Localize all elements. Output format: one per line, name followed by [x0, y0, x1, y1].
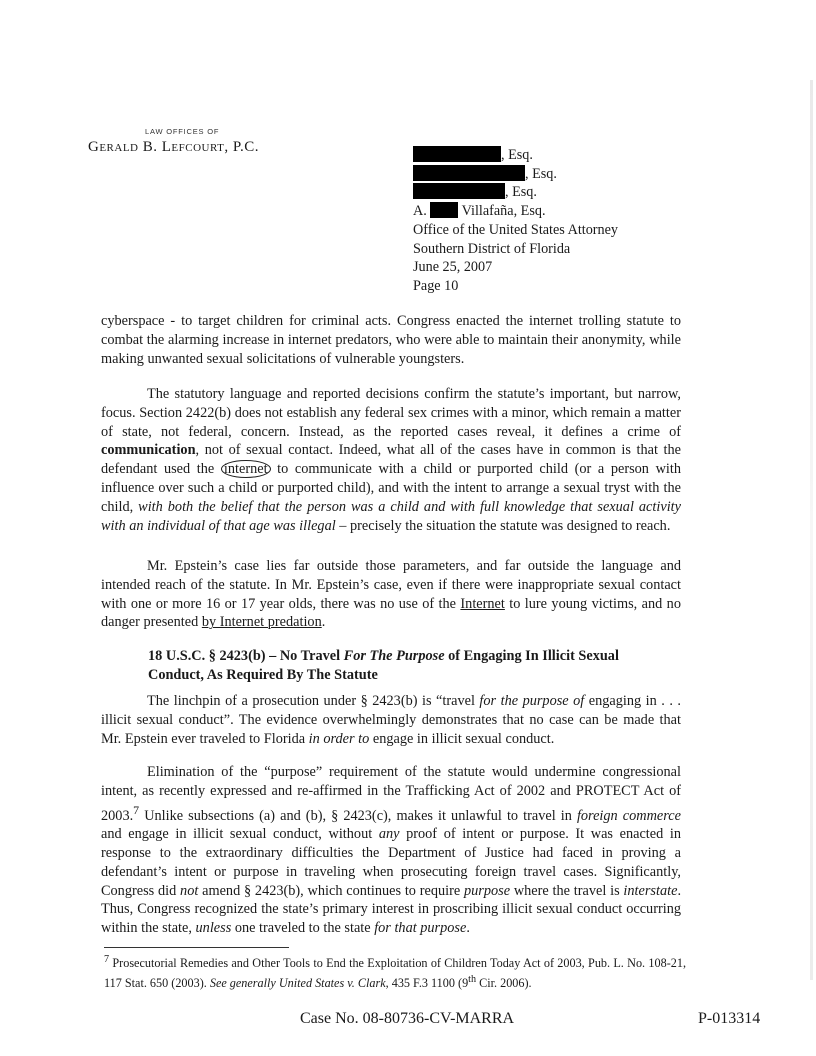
paragraph-5: Elimination of the “purpose” requirement of the statute would undermine congressional intent, as recently expressed and re-affirmed in the Trafficking Act of 2002 and PROTECT Act of 2003.$^7$ Unlike subsections (a) and (b), § 2423(c), makes it unlawful to travel in foreign commerce and engage in illicit sexual conduct, without any proof of intent or purpose. It was enacted in response to the extraordinary difficulties the Department of Justice had faced in proving a defendant’s intent or purpose in traveling when prosecuting foreign travel cases. Significantly, Congress did not amend § 2423(b), which continues to require purpose where the travel is interstate. Thus, Congress recognized the state’s primary interest in proscribing illicit sexual conduct occurring within the state, unless one traveled to the state for that purpose.	[101, 764, 682, 937]
paragraph-1: cyberspace - to target children for criminal acts. Congress enacted the internet trolling statute to combat the alarming increase in internet predators, who were able to maintain their anonymity, while making unwanted sexual solicitations of vulnerable youngsters.	[101, 313, 681, 367]
redaction-box	[413, 165, 525, 181]
addressee-line-4: A. Villafaña, Esq.	[413, 203, 546, 220]
underlined-text: Internet	[460, 595, 505, 612]
redaction-box	[413, 183, 505, 199]
scan-edge-shadow	[810, 80, 813, 980]
paragraph-3: Mr. Epstein’s case lies far outside those parameters, and far outside the language and intended reach of the statute. In Mr. Epstein’s case, even if there were inappropriate sexual contact with one or more 16 or 17 year olds, there was no use of the Internet to lure young victims, and no danger presented by Internet predation.	[101, 558, 681, 631]
paragraph-2: The statutory language and reported decisions confirm the statute’s important, but narrow, focus. Section 2422(b) does not establish any federal sex crimes with a minor, which remain a matter of state, not federal, concern. Instead, as the reported cases reveal, it defines a crime of communication, not of sexual contact. Indeed, what all of the cases have in common is that the defendant used the internet to communicate with a child or purported child (or a person with influence over such a child or purported child), and with the intent to arrange a sexual tryst with the child, with both the belief that the person was a child and with full knowledge that sexual activity with an individual of that age was illegal – precisely the situation the statute was designed to reach.	[101, 386, 681, 534]
page-number: Page 10	[413, 277, 459, 294]
redaction-box	[430, 202, 458, 218]
redaction-box	[413, 146, 501, 162]
addressee-line-1: , Esq.	[413, 146, 618, 165]
footnote-7: $^7$ Prosecutorial Remedies and Other Tools to End the Exploitation of Children Today Act of 2003, Pub. L. No. 108-21, 117 Stat. 650 (2003). See generally United States v. Clark, 435 F.3 1100 (9th Cir. 2006).	[104, 954, 686, 990]
footnote-ref: 7	[133, 802, 140, 817]
addressee-line-2: , Esq.	[413, 165, 618, 184]
letter-date: June 25, 2007	[413, 259, 493, 276]
addressee-district: Southern District of Florida	[413, 240, 571, 257]
firm-name: Gerald B. Lefcourt, P.C.	[88, 139, 260, 155]
addressee-line-3: , Esq.	[413, 183, 618, 202]
case-number: Case No. 08-80736-CV-MARRA	[300, 1010, 515, 1027]
addressee-block	[413, 146, 618, 296]
circled-word: internet	[221, 460, 271, 478]
section-heading: 18 U.S.C. § 2423(b) – No Travel For The Purpose of Engaging In Illicit Sexual Conduct, As Required By The Statute	[148, 648, 619, 683]
footnote-divider	[104, 947, 289, 948]
addressee-office: Office of the United States Attorney	[413, 221, 619, 238]
law-offices-label: LAW OFFICES OF	[145, 127, 220, 136]
paragraph-4: The linchpin of a prosecution under § 2423(b) is “travel for the purpose of engaging in . . . illicit sexual conduct”. The evidence overwhelmingly demonstrates that no case can be made that Mr. Epstein ever traveled to Florida in order to engage in illicit sexual conduct.	[101, 693, 682, 747]
bates-number: P-013314	[698, 1010, 761, 1027]
underlined-text: by Internet predation	[201, 614, 322, 631]
